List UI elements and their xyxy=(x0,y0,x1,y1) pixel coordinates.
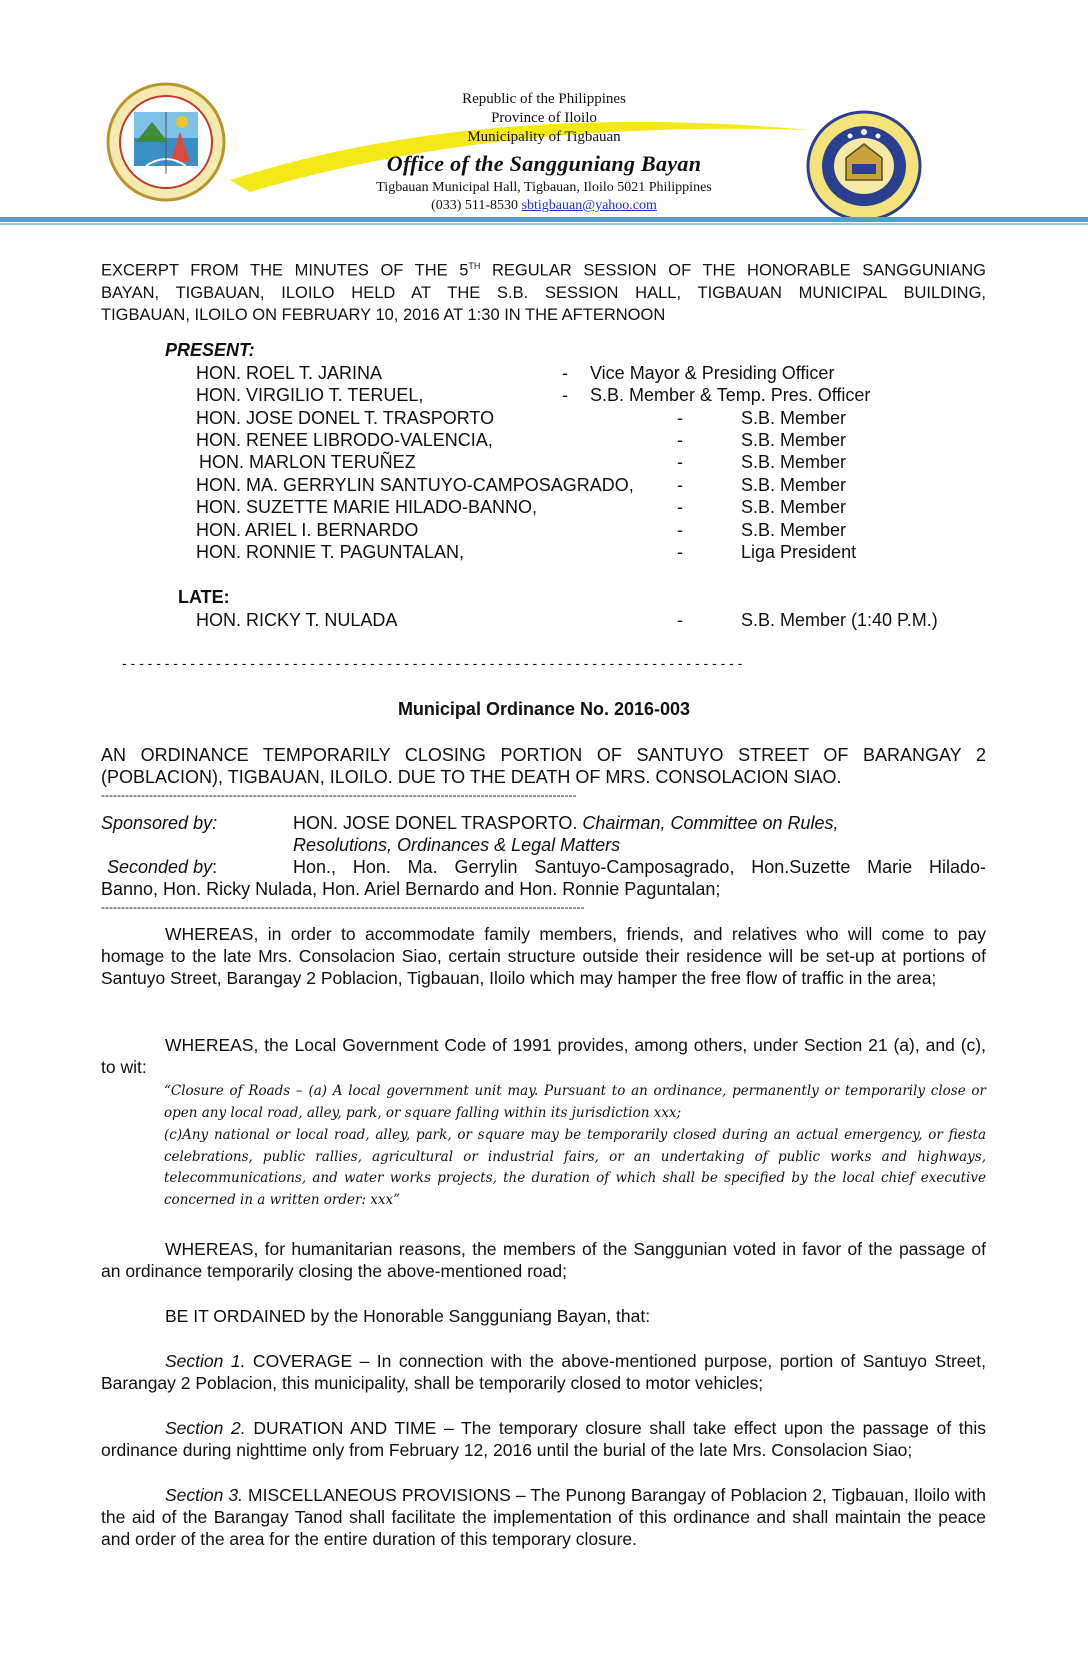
member-name: HON. VIRGILIO T. TERUEL, xyxy=(196,385,424,405)
member-name: HON. RENEE LIBRODO-VALENCIA, xyxy=(196,430,493,450)
late-member-role: S.B. Member (1:40 P.M.) xyxy=(741,610,938,630)
sponsor-role-2: Resolutions, Ordinances & Legal Matters xyxy=(293,835,621,855)
member-role: Vice Mayor & Presiding Officer xyxy=(590,363,835,383)
minutes-excerpt: EXCERPT FROM THE MINUTES OF THE 5TH REGULAR SESSION OF THE HONORABLE SANGGUNIANG BAYAN, TIGBAUAN, ILOILO HELD AT THE S.B. SESSION HALL, TIGBAUAN MUNICIPAL BUILDING, TIGBAUAN, ILOILO ON FEBRUARY 10, 2016 AT 1:30 IN THE AFTERNOON xyxy=(101,261,986,324)
member-role: Liga President xyxy=(741,542,857,562)
member-name: HON. SUZETTE MARIE HILADO-BANNO, xyxy=(196,497,538,517)
member-dash: - xyxy=(677,542,683,562)
member-name: HON. MA. GERRYLIN SANTUYO-CAMPOSAGRADO, xyxy=(196,475,634,495)
member-dash: - xyxy=(677,475,683,495)
ordinance-title: AN ORDINANCE TEMPORARILY CLOSING PORTION OF SANTUYO STREET OF BARANGAY 2 (POBLACION), TIGBAUAN, ILOILO. DUE TO THE DEATH OF MRS. CONSOLACION SIAO. xyxy=(101,745,986,787)
header-rule-thin xyxy=(0,223,1088,225)
late-member-name: HON. RICKY T. NULADA xyxy=(196,610,398,630)
whereas-clause-1: WHEREAS, in order to accommodate family members, friends, and relatives who will come to pay homage to the late Mrs. Consolacion Siao, certain structure outside their residence will be set-up at portions of Santuyo Street, Barangay 2 Poblacion, Tigbauan, Iloilo which may hamper the free flow of traffic in the area; xyxy=(101,924,986,988)
seconded-colon: : xyxy=(212,857,218,877)
member-role: S.B. Member xyxy=(741,497,847,517)
sponsored-label: Sponsored by: xyxy=(101,813,218,833)
member-dash: - xyxy=(677,452,683,472)
ordaining-clause: BE IT ORDAINED by the Honorable Sangguniang Bayan, that: xyxy=(165,1306,651,1326)
member-role: S.B. Member xyxy=(741,452,847,472)
member-dash: - xyxy=(562,363,568,383)
section-2-label: Section 2. xyxy=(165,1418,246,1438)
section-1 xyxy=(101,1350,986,1394)
sponsor-block xyxy=(293,812,839,834)
section-3-label: Section 3. xyxy=(165,1485,244,1505)
member-role: S.B. Member xyxy=(741,430,847,450)
office-title: Office of the Sangguniang Bayan xyxy=(386,151,702,176)
republic-line: Republic of the Philippines xyxy=(462,91,626,107)
seconded-names-1: Hon., Hon. Ma. Gerrylin Santuyo-Camposagrado, Hon.Suzette Marie Hilado- xyxy=(293,857,986,877)
member-role: S.B. Member xyxy=(741,408,847,428)
address-line: Tigbauan Municipal Hall, Tigbauan, Iloilo 5021 Philippines xyxy=(376,180,712,195)
present-heading: PRESENT: xyxy=(165,340,255,360)
member-dash: - xyxy=(677,520,683,540)
section-1-label: Section 1. xyxy=(165,1351,246,1371)
member-role: S.B. Member xyxy=(741,520,847,540)
contact-line xyxy=(0,197,1088,215)
section-2 xyxy=(101,1417,986,1461)
member-dash: - xyxy=(677,430,683,450)
member-dash: - xyxy=(677,408,683,428)
quoted-provision-c: (c)Any national or local road, alley, park, or square may be temporarily closed during an actual emergency, or fiesta celebrations, public rallies, agricultural or industrial fairs, or an undertaking of public works and highways, telecommunications, and water works projects, the duration of which shall be specified by the local chief executive concerned in a written order: xxx” xyxy=(164,1127,986,1208)
seconded-label: Seconded by xyxy=(107,857,213,877)
late-heading: LATE: xyxy=(178,587,230,607)
member-name: HON. MARLON TERUÑEZ xyxy=(199,452,416,472)
phone-number: (033) 511-8530 xyxy=(431,198,519,213)
sponsor-name: HON. JOSE DONEL TRASPORTO. xyxy=(293,813,578,833)
ordinance-number: Municipal Ordinance No. 2016-003 xyxy=(397,699,691,719)
member-name: HON. JOSE DONEL T. TRASPORTO xyxy=(196,408,495,428)
sponsor-role: Chairman, Committee on Rules, xyxy=(582,813,839,833)
dash-line-1: ----------------------------------------------------------------------------------------------------------------------- xyxy=(101,788,577,802)
section-3 xyxy=(101,1484,986,1550)
member-role: S.B. Member xyxy=(741,475,847,495)
member-dash: - xyxy=(562,385,568,405)
section-1-text: COVERAGE – In connection with the above-mentioned purpose, portion of Santuyo Street, Barangay 2 Poblacion, this municipality, shall be temporarily closed to motor vehicles; xyxy=(101,1351,986,1393)
section-separator: - - - - - - - - - - - - - - - - - - - - - - - - - - - - - - - - - - - - - - - - - - - - - - - - - - - - - - - - - - - - - - - - - - - - - - - - - xyxy=(122,655,743,671)
member-name: HON. ROEL T. JARINA xyxy=(196,363,383,383)
section-3-text: MISCELLANEOUS PROVISIONS – The Punong Barangay of Poblacion 2, Tigbauan, Iloilo with the aid of the Barangay Tanod shall facilitate the implementation of this ordinance and shall maintain the peace and order of the area for the entire duration of this temporary closure. xyxy=(101,1485,987,1549)
late-member-dash: - xyxy=(677,610,683,630)
email-link[interactable]: sbtigbauan@yahoo.com xyxy=(521,198,657,213)
province-line: Province of Iloilo xyxy=(491,110,597,126)
municipality-line: Municipality of Tigbauan xyxy=(467,129,621,145)
seconded-names-2: Banno, Hon. Ricky Nulada, Hon. Ariel Bernardo and Hon. Ronnie Paguntalan; xyxy=(101,879,721,899)
section-2-text: DURATION AND TIME – The temporary closure shall take effect upon the passage of this ordinance during nighttime only from February 12, 2016 until the burial of the late Mrs. Consolacion Siao; xyxy=(101,1418,986,1460)
member-name: HON. RONNIE T. PAGUNTALAN, xyxy=(196,542,465,562)
member-name: HON. ARIEL I. BERNARDO xyxy=(196,520,419,540)
member-dash: - xyxy=(677,497,683,517)
quoted-provision-a: “Closure of Roads – (a) A local government unit may. Pursuant to an ordinance, permanently or temporarily close or open any local road, alley, park, or square falling within its jurisdiction xxx; xyxy=(164,1083,986,1121)
member-role: S.B. Member & Temp. Pres. Officer xyxy=(590,385,871,405)
seconded-label-block xyxy=(107,856,217,878)
dash-line-2: ------------------------------------------------------------------------------------------------------------------------- xyxy=(101,900,585,914)
header-rule xyxy=(0,217,1088,222)
whereas-clause-3: WHEREAS, for humanitarian reasons, the members of the Sanggunian voted in favor of the passage of an ordinance temporarily closing the above-mentioned road; xyxy=(101,1239,986,1281)
whereas-clause-2: WHEREAS, the Local Government Code of 1991 provides, among others, under Section 21 (a), and (c), to wit: xyxy=(101,1035,986,1077)
